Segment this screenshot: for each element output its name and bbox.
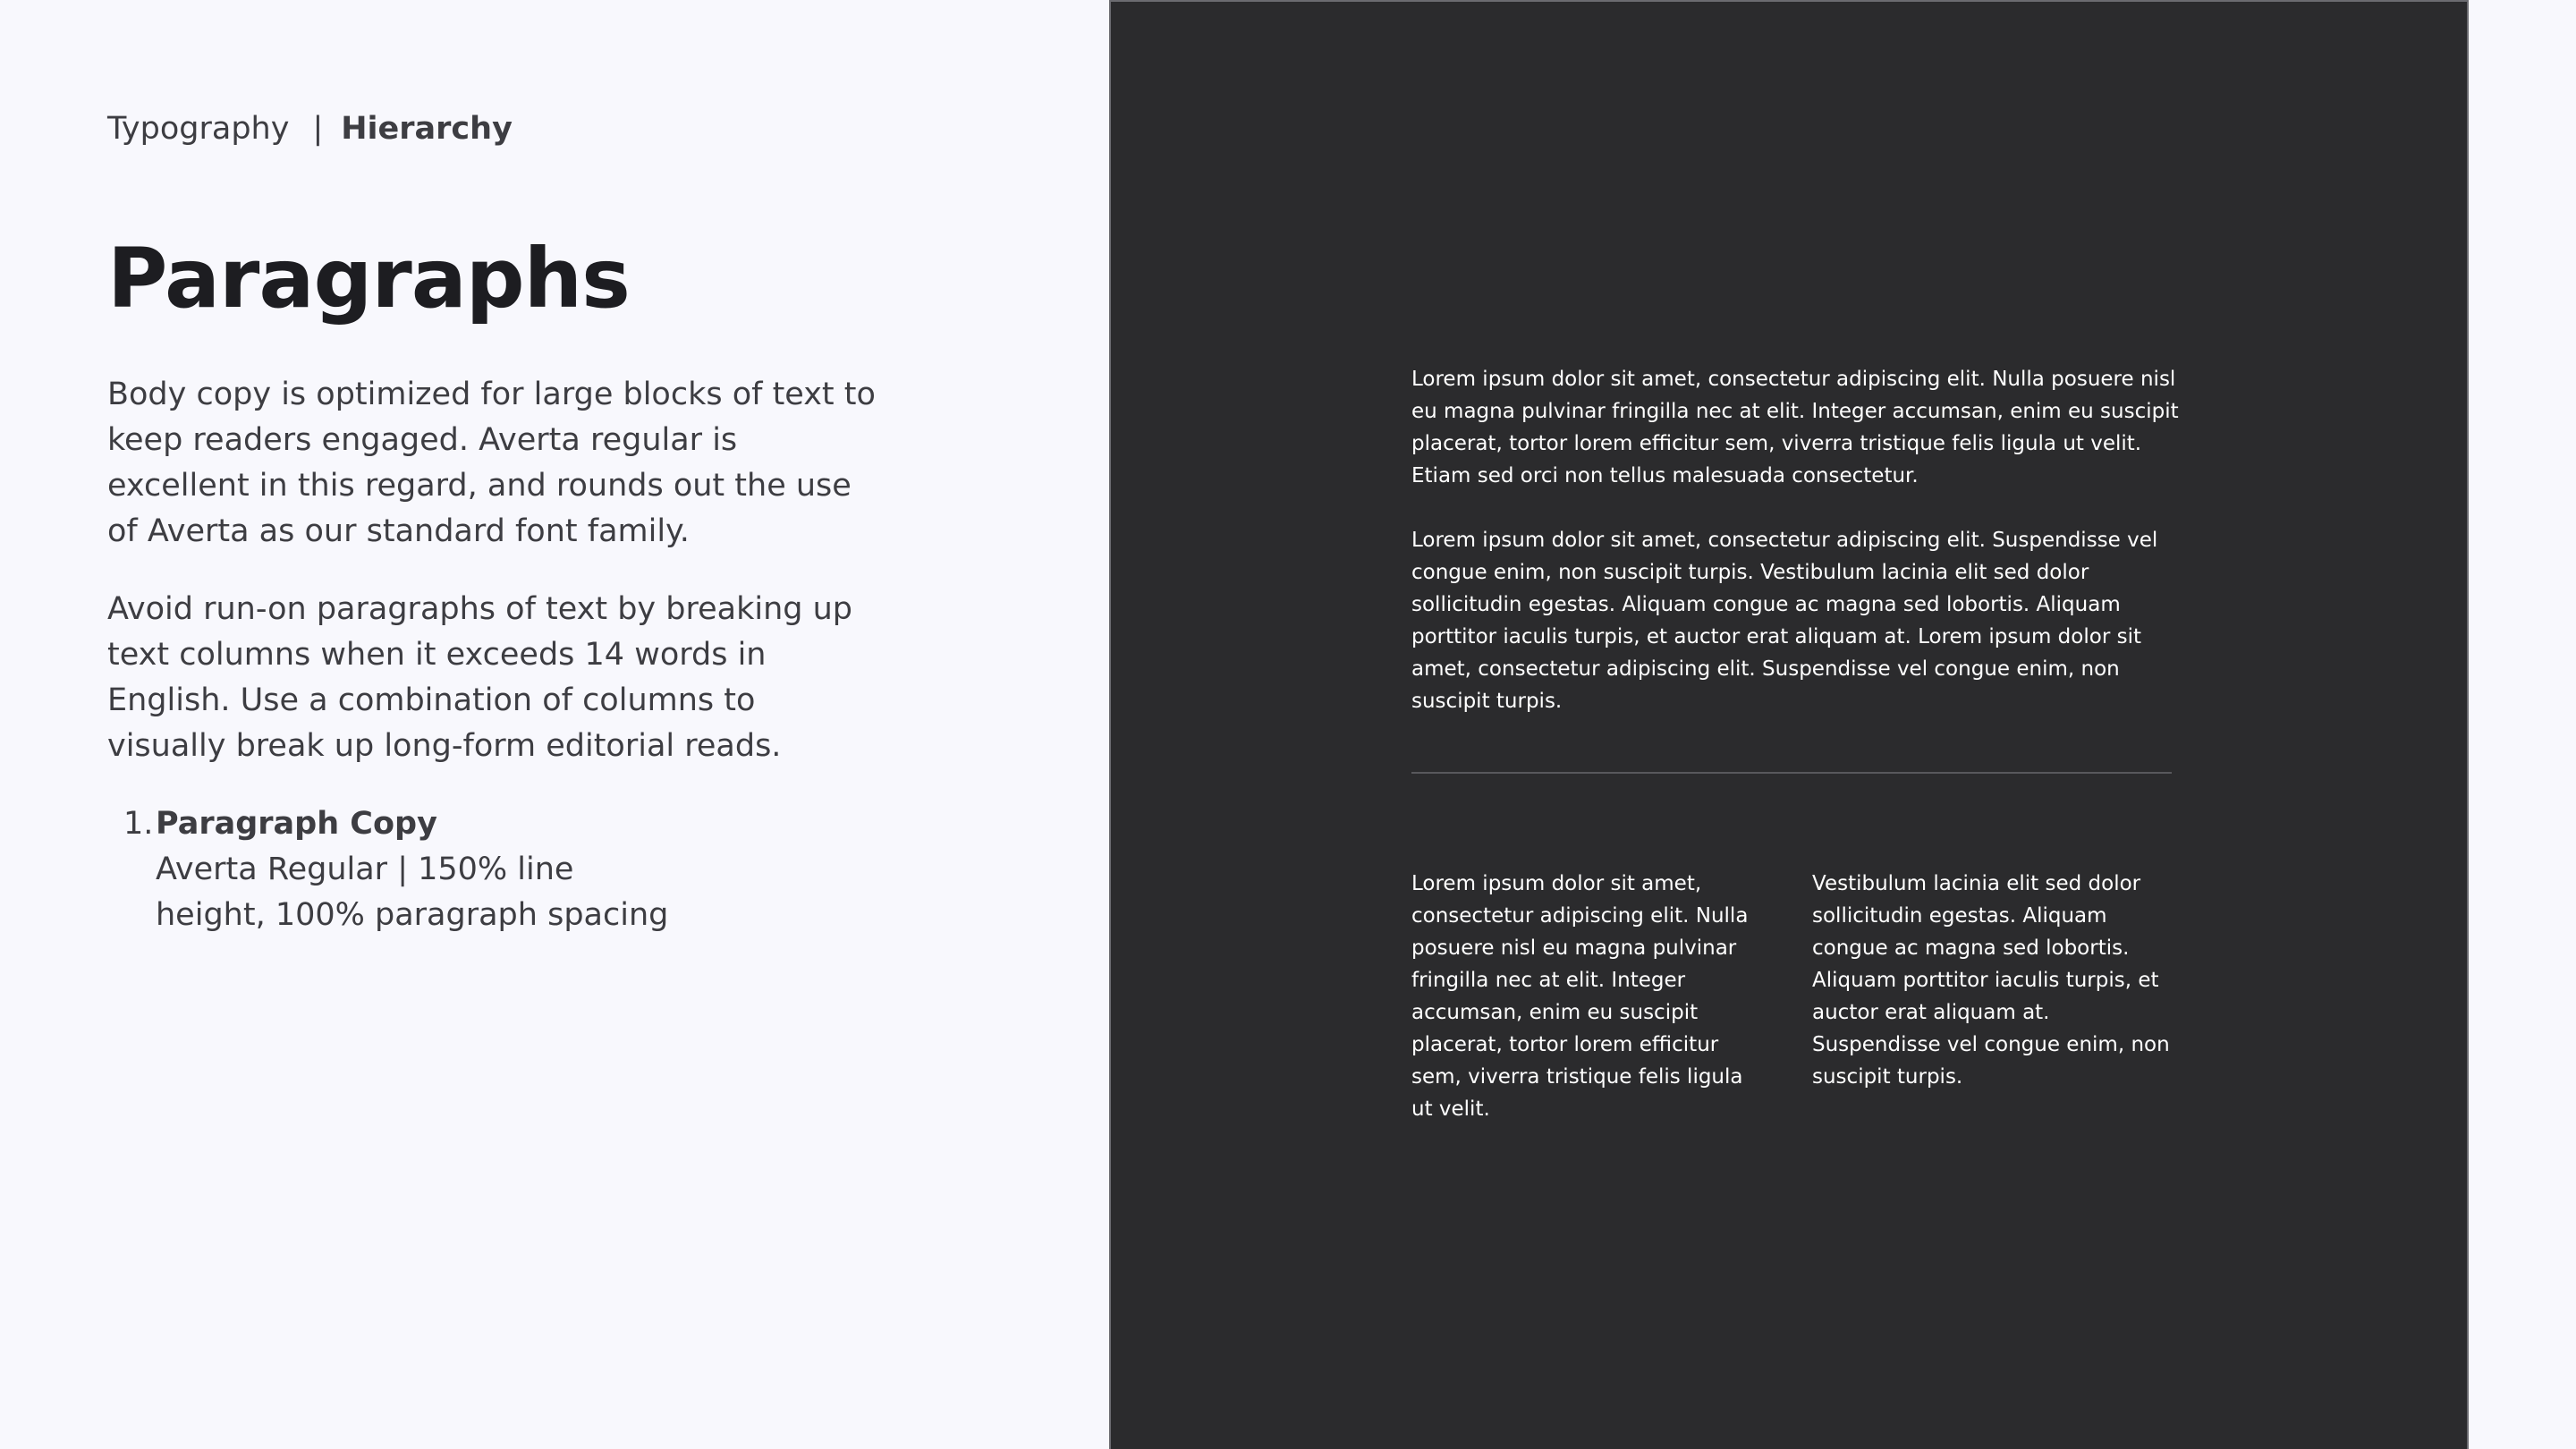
page-title: Paragraphs	[107, 231, 630, 326]
sample-column-left: Lorem ipsum dolor sit amet, consectetur adipiscing elit. Nulla posuere nisl eu magna pulvinar fringilla nec at elit. Integer accumsan, enim eu suscipit placerat, tortor lorem efficitur sem, viverra tristique felis ligula ut velit.	[1411, 872, 1749, 1121]
spec-item-paragraph-copy	[107, 801, 692, 938]
sample-divider	[1411, 772, 2172, 774]
breadcrumb-separator: |	[312, 111, 324, 147]
breadcrumb-section: Typography	[107, 111, 290, 147]
body-paragraph-2: Avoid run-on paragraphs of text by breaking up text columns when it exceeds 14 words in English. Use a combination of columns to visually break up long-form editorial reads.	[107, 591, 853, 764]
breadcrumb	[107, 111, 513, 147]
spec-description: Averta Regular | 150% line height, 100% paragraph spacing	[156, 852, 669, 933]
sample-paragraph-1: Lorem ipsum dolor sit amet, consectetur adipiscing elit. Nulla posuere nisl eu magna pulvinar fringilla nec at elit. Integer accumsan, enim eu suscipit placerat, tortor lorem efficitur sem, viverra tristique felis ligula ut velit. Etiam sed orci non tellus malesuada consectetur.	[1411, 368, 2179, 487]
spec-list	[107, 801, 692, 938]
breadcrumb-current: Hierarchy	[341, 111, 513, 147]
spec-title: Paragraph Copy	[156, 806, 437, 842]
sample-column-right: Vestibulum lacinia elit sed dolor sollicitudin egestas. Aliquam congue ac magna sed lobortis. Aliquam porttitor iaculis turpis, et auctor erat aliquam at. Suspendisse vel congue enim, non suscipit turpis.	[1812, 872, 2170, 1089]
body-paragraph-1: Body copy is optimized for large blocks of text to keep readers engaged. Averta regular is excellent in this regard, and rounds out the use of Averta as our standard font family.	[107, 377, 876, 549]
sample-paragraph-2: Lorem ipsum dolor sit amet, consectetur adipiscing elit. Suspendisse vel congue enim, non suscipit turpis. Vestibulum lacinia elit sed dolor sollicitudin egestas. Aliquam congue ac magna sed lobortis. Aliquam porttitor iaculis turpis, et auctor erat aliquam at. Lorem ipsum dolor sit amet, consectetur adipiscing elit. Suspendisse vel congue enim, non suscipit turpis.	[1411, 529, 2158, 713]
sample-panel	[1109, 0, 2469, 1449]
spec-number: 1.	[123, 806, 154, 842]
